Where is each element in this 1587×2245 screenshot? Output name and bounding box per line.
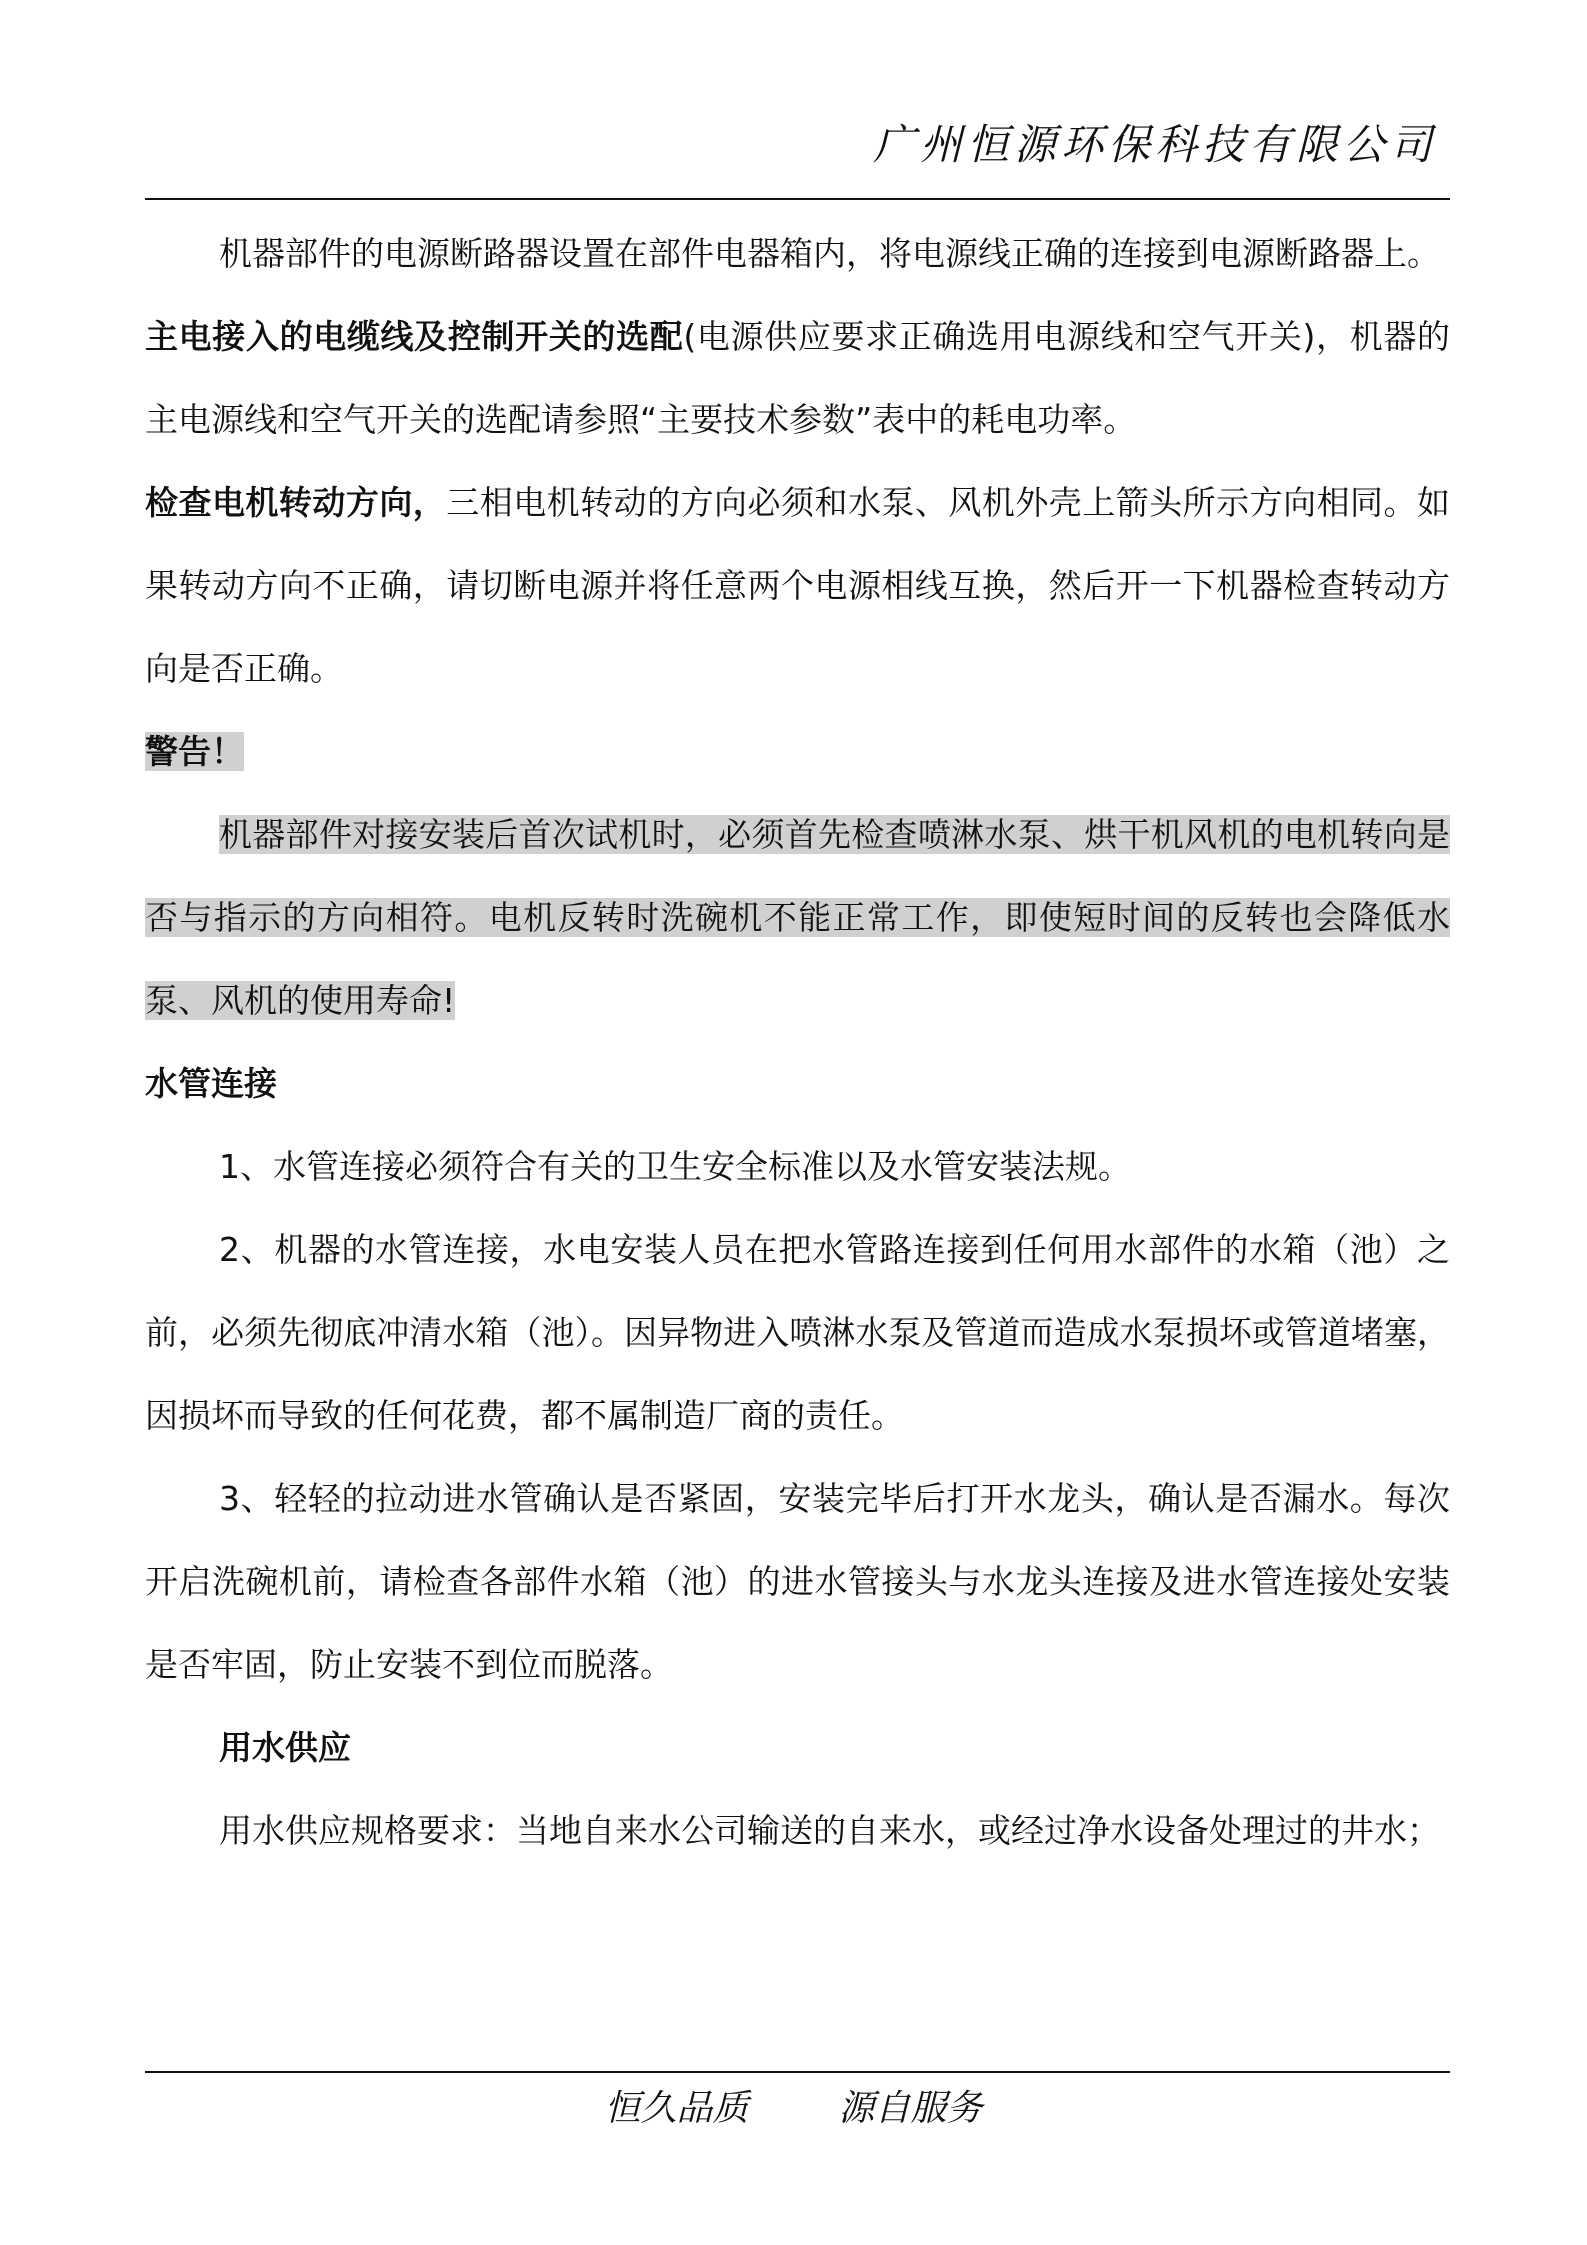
water-pipe-heading: 水管连接: [145, 1064, 277, 1103]
water-supply-heading: 用水供应: [219, 1728, 351, 1767]
cable-selection-text: (电源供应要求正确选用电源线和空气开关)，机器的主电源线和空气开关的选配请参照“主要技术参数”表中的耗电功率。: [145, 317, 1450, 439]
footer-divider: [145, 2071, 1450, 2073]
warning-text: 机器部件对接安装后首次试机时，必须首先检查喷淋水泵、烘干机风机的电机转向是否与指示的方向相符。电机反转时洗碗机不能正常工作，即使短时间的反转也会降低水泵、风机的使用寿命!: [145, 815, 1450, 1020]
motor-direction-heading: 检查电机转动方向，: [145, 483, 447, 522]
motor-direction-text: 三相电机转动的方向必须和水泵、风机外壳上箭头所示方向相同。如果转动方向不正确，请切断电源并将任意两个电源相线互换，然后开一下机器检查转动方向是否正确。: [145, 483, 1451, 688]
water-supply-text: 用水供应规格要求：当地自来水公司输送的自来水，或经过净水设备处理过的井水；: [219, 1811, 1440, 1850]
footer-slogan-left: 恒久品质: [604, 2088, 749, 2129]
paragraph-motor-direction: [145, 461, 1450, 710]
water-pipe-item-3: 3、轻轻的拉动进水管确认是否紧固，安装完毕后打开水龙头，确认是否漏水。每次开启洗碗机前，请检查各部件水箱（池）的进水管接头与水龙头连接及进水管连接处安装是否牢固，防止安装不到位而脱落。: [145, 1479, 1450, 1684]
paragraph-power-breaker: 机器部件的电源断路器设置在部件电器箱内，将电源线正确的连接到电源断路器上。: [219, 234, 1440, 273]
water-pipe-item-2: 2、机器的水管连接，水电安装人员在把水管路连接到任何用水部件的水箱（池）之前，必须先彻底冲清水箱（池）。因异物进入喷淋水泵及管道而造成水泵损坏或管道堵塞，因损坏而导致的任何花费，都不属制造厂商的责任。: [145, 1230, 1450, 1435]
warning-title-line: [145, 710, 1450, 793]
footer-slogan: [0, 2080, 1587, 2131]
footer-slogan-right: 源自服务: [838, 2088, 983, 2129]
document-body: [145, 212, 1450, 1872]
warning-paragraph: [145, 793, 1450, 1042]
header-divider: [145, 198, 1450, 200]
water-pipe-item-1: 1、水管连接必须符合有关的卫生安全标准以及水管安装法规。: [219, 1147, 1131, 1186]
warning-title: 警告！: [145, 732, 244, 771]
paragraph-cable-selection: [145, 295, 1450, 461]
cable-selection-heading: 主电接入的电缆线及控制开关的选配: [145, 317, 684, 356]
company-name-header: 广州恒源环保科技有限公司: [872, 120, 1437, 169]
